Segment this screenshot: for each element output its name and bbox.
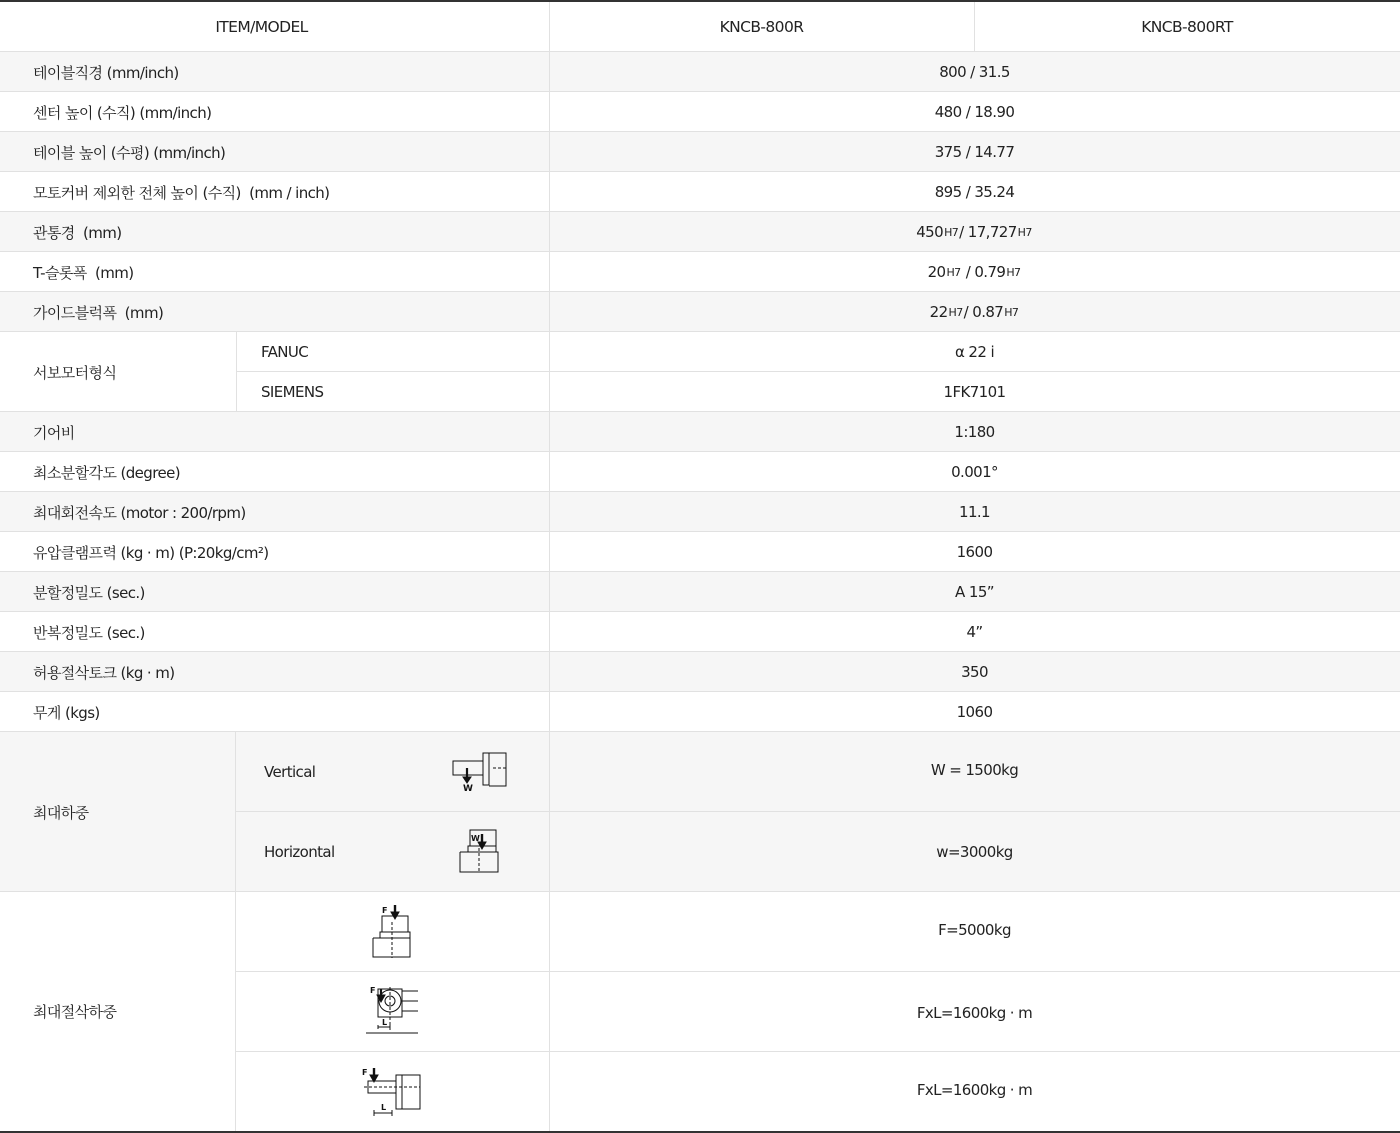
row-value-cutting-torque: 350 xyxy=(961,663,988,681)
row-label-t-slot: T-슬롯폭 (mm) xyxy=(33,263,134,282)
row-value-horizontal: w=3000kg xyxy=(936,843,1013,861)
horizontal-load-diagram-icon xyxy=(458,828,500,874)
row-value-total-height: 895 / 35.24 xyxy=(934,183,1015,201)
row-value-cutting-load-3: FxL=1600kg · m xyxy=(916,1081,1033,1099)
tolerance-mark: H7 xyxy=(1006,265,1021,279)
row-label-through-hole: 관통경 (mm) xyxy=(33,223,122,242)
row-label-table-diameter: 테이블직경 (mm/inch) xyxy=(33,63,179,82)
axial-cutting-load-diagram-icon xyxy=(370,902,414,960)
sub-label-fanuc: FANUC xyxy=(261,343,309,361)
row-label-weight: 무게 (kgs) xyxy=(33,703,100,722)
row-value-through-hole xyxy=(549,212,1400,252)
row-label-total-height: 모토커버 제외한 전체 높이 (수직) (mm / inch) xyxy=(33,183,330,202)
value-part: / 17,727 xyxy=(959,223,1017,241)
diagram-label-w: W xyxy=(463,784,473,792)
diagram-label-l: L xyxy=(382,1018,387,1027)
row-value-vertical: W = 1500kg xyxy=(930,761,1019,779)
row-label-center-height: 센터 높이 (수직) (mm/inch) xyxy=(33,103,212,122)
row-value-fanuc: α 22 i xyxy=(954,343,995,361)
row-label-cutting-torque: 허용절삭토크 (kg · m) xyxy=(33,663,175,682)
diagram-label-w: W xyxy=(471,834,480,843)
row-value-repeat-accuracy: 4” xyxy=(966,623,983,641)
tolerance-mark: H7 xyxy=(948,305,963,319)
row-label-index-accuracy: 분할정밀도 (sec.) xyxy=(33,583,145,602)
row-value-guide-block xyxy=(549,292,1400,332)
value-part: 20 xyxy=(927,263,946,281)
row-label-max-speed: 최대회전속도 (motor : 200/rpm) xyxy=(33,503,246,522)
value-part: / 0.79 xyxy=(961,263,1006,281)
header-model-1: KNCB-800R xyxy=(719,17,804,36)
vertical-load-diagram-icon xyxy=(452,750,508,792)
sub-label-horizontal: Horizontal xyxy=(264,843,335,861)
row-value-weight: 1060 xyxy=(956,703,993,721)
diagram-label-f: F xyxy=(382,906,387,915)
row-value-clamp-force: 1600 xyxy=(956,543,993,561)
row-value-cutting-load-2: FxL=1600kg · m xyxy=(916,1004,1033,1022)
row-label-clamp-force: 유압클램프력 (kg · m) (P:20kg/cm²) xyxy=(33,543,269,562)
row-label-servo-motor: 서보모터형식 xyxy=(33,363,117,382)
tolerance-mark: H7 xyxy=(1017,225,1032,239)
row-value-min-index: 0.001° xyxy=(951,463,998,481)
radial-cutting-load-diagram-icon xyxy=(364,983,422,1039)
row-value-max-speed: 11.1 xyxy=(959,503,990,521)
tolerance-mark: H7 xyxy=(946,265,961,279)
value-part: 450 xyxy=(916,223,944,241)
row-value-t-slot xyxy=(549,252,1400,292)
row-value-gear-ratio: 1:180 xyxy=(954,423,995,441)
sub-label-siemens: SIEMENS xyxy=(261,383,324,401)
row-value-siemens: 1FK7101 xyxy=(943,383,1006,401)
row-label-guide-block: 가이드블럭폭 (mm) xyxy=(33,303,164,322)
row-label-repeat-accuracy: 반복정밀도 (sec.) xyxy=(33,623,145,642)
diagram-label-f: F xyxy=(370,986,375,995)
diagram-label-l: L xyxy=(381,1103,386,1112)
sub-label-vertical: Vertical xyxy=(264,763,316,781)
value-part: 22 xyxy=(929,303,948,321)
row-label-max-cutting-load: 최대절삭하중 xyxy=(33,1003,117,1021)
row-label-min-index: 최소분할각도 (degree) xyxy=(33,463,180,482)
row-value-table-diameter: 800 / 31.5 xyxy=(939,63,1010,81)
row-label-gear-ratio: 기어비 xyxy=(33,423,75,442)
header-model-2: KNCB-800RT xyxy=(1141,17,1233,36)
header-item-model: ITEM/MODEL xyxy=(215,17,308,36)
row-label-max-load: 최대하중 xyxy=(33,803,89,822)
row-value-table-height: 375 / 14.77 xyxy=(934,143,1015,161)
offset-cutting-load-diagram-icon xyxy=(360,1065,424,1121)
row-value-center-height: 480 / 18.90 xyxy=(934,103,1015,121)
row-value-index-accuracy: A 15” xyxy=(955,583,994,601)
row-value-cutting-load-1: F=5000kg xyxy=(938,921,1011,939)
diagram-label-f: F xyxy=(362,1068,367,1077)
tolerance-mark: H7 xyxy=(944,225,959,239)
value-part: / 0.87 xyxy=(963,303,1004,321)
tolerance-mark: H7 xyxy=(1004,305,1019,319)
row-label-table-height: 테이블 높이 (수평) (mm/inch) xyxy=(33,143,226,162)
